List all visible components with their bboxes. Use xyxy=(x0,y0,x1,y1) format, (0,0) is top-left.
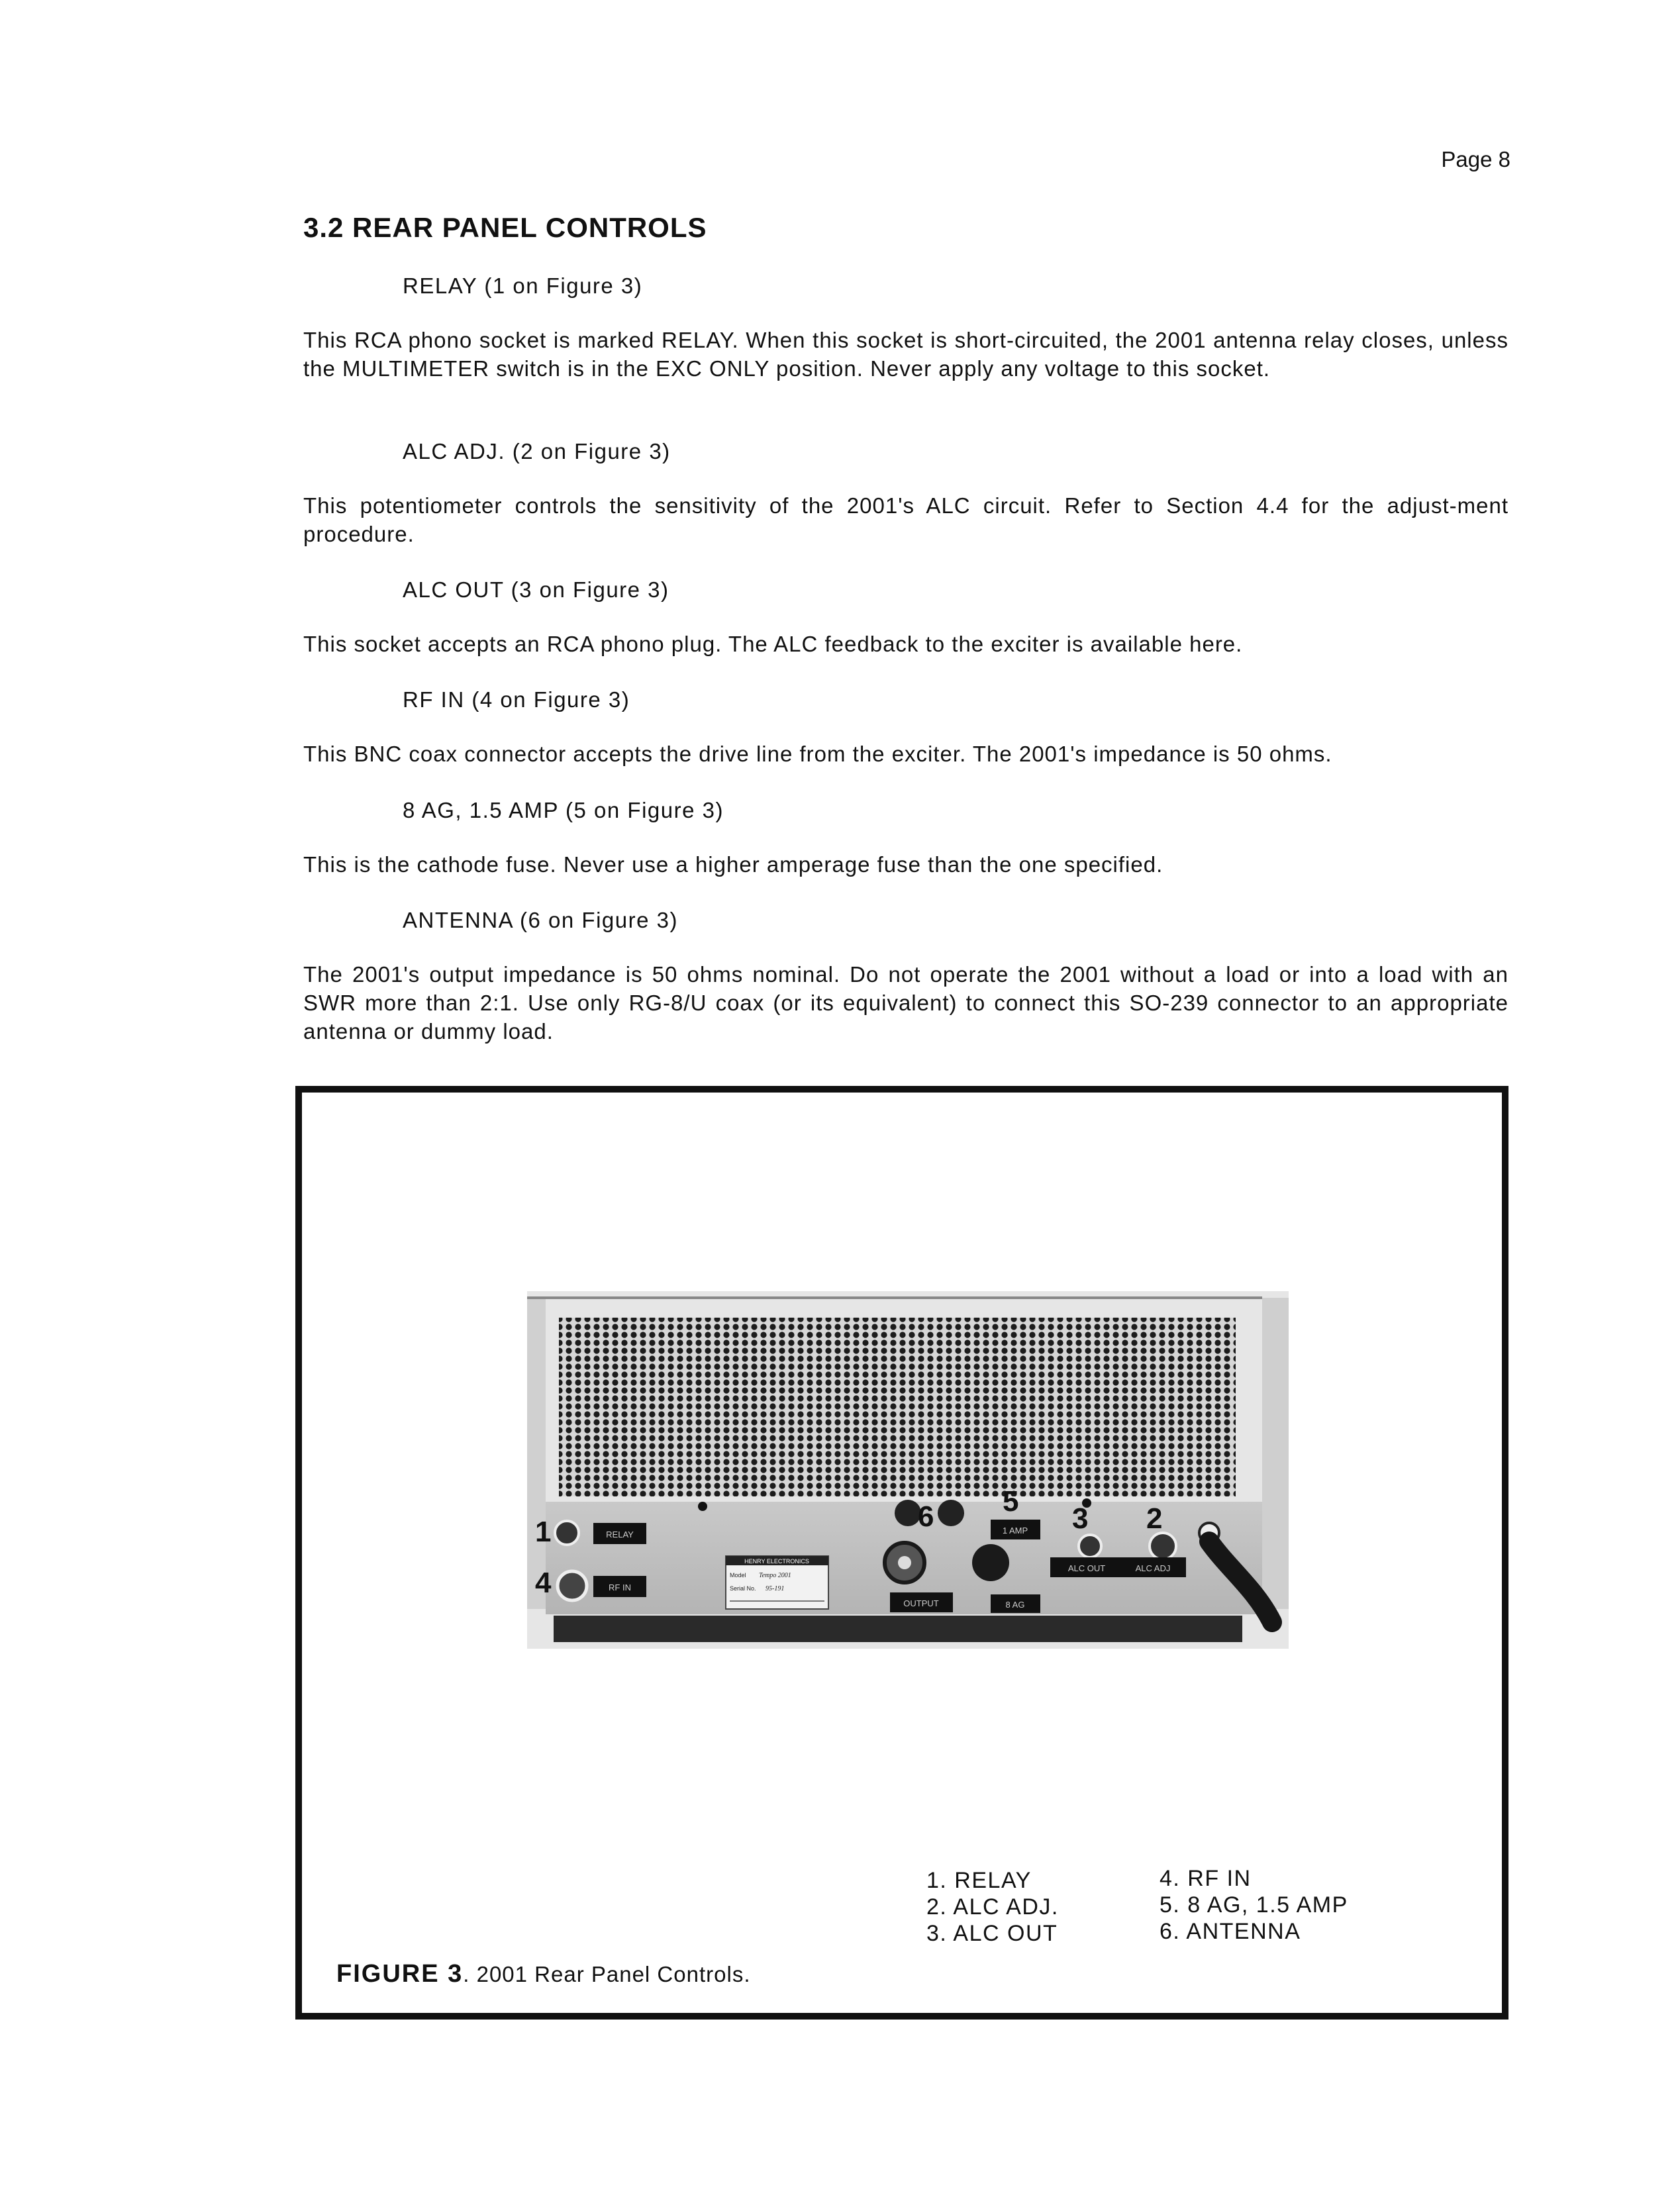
legend-left xyxy=(926,1867,1059,1947)
relay-label: RELAY xyxy=(606,1530,634,1539)
ventilation-grille xyxy=(559,1318,1236,1496)
legend-right xyxy=(1160,1865,1348,1945)
figure-caption-lead: FIGURE 3 xyxy=(336,1960,464,1988)
item-body-relay: This RCA phono socket is marked RELAY. When this socket is short-circuited, the 2001 antenna relay closes, unless the MULTIMETER switch is in the EXC ONLY position. Never apply any voltage to this socket. xyxy=(303,328,1508,381)
item-heading-relay: RELAY (1 on Figure 3) xyxy=(403,273,643,298)
rf-in-connector-icon xyxy=(558,1571,587,1600)
item-body-alc-adj: This potentiometer controls the sensitivity of the 2001's ALC circuit. Refer to Section 4.4 for the adjust-ment procedure. xyxy=(303,493,1508,546)
item-body-rf-in: This BNC coax connector accepts the drive line from the exciter. The 2001's impedance is 50 ohms. xyxy=(303,742,1332,766)
serial-plate-serial: 95-191 xyxy=(766,1585,785,1592)
alc-adj-pot-icon xyxy=(1150,1533,1176,1559)
amp-label: 1 AMP xyxy=(1002,1526,1028,1535)
tube-socket-icon xyxy=(938,1500,964,1526)
fuse-holder-icon xyxy=(972,1544,1009,1581)
serial-plate-model: Tempo 2001 xyxy=(759,1572,791,1579)
legend-item: 4. RF IN xyxy=(1160,1866,1252,1891)
ag-label: 8 AG xyxy=(1005,1600,1025,1610)
alc-out-socket-icon xyxy=(1079,1535,1101,1557)
serial-plate-title: HENRY ELECTRONICS xyxy=(744,1558,809,1565)
legend-item: 1. RELAY xyxy=(926,1868,1032,1893)
chassis-side-right xyxy=(1262,1298,1289,1609)
output-label: OUTPUT xyxy=(903,1598,939,1608)
item-heading-alc-adj: ALC ADJ. (2 on Figure 3) xyxy=(403,439,671,463)
callout-2: 2 xyxy=(1146,1502,1163,1535)
item-heading-rf-in: RF IN (4 on Figure 3) xyxy=(403,687,630,712)
alc-out-label: ALC OUT xyxy=(1067,1563,1106,1573)
callout-6: 6 xyxy=(918,1500,934,1533)
relay-socket-icon xyxy=(555,1521,579,1545)
legend-item: 3. ALC OUT xyxy=(926,1921,1058,1946)
callout-3: 3 xyxy=(1072,1502,1089,1535)
figure-frame xyxy=(295,1086,1508,2020)
rf-in-label: RF IN xyxy=(609,1583,631,1592)
item-heading-fuse: 8 AG, 1.5 AMP (5 on Figure 3) xyxy=(403,798,724,822)
callout-4: 4 xyxy=(535,1567,552,1599)
callout-5: 5 xyxy=(1003,1485,1019,1518)
tube-socket-icon xyxy=(895,1500,921,1526)
rear-panel-photo xyxy=(527,1291,1289,1649)
legend-item: 2. ALC ADJ. xyxy=(926,1894,1059,1920)
serial-plate-serial-label: Serial No. xyxy=(730,1585,756,1592)
chassis-side-left xyxy=(527,1298,546,1609)
item-heading-alc-out: ALC OUT (3 on Figure 3) xyxy=(403,577,669,602)
item-body-fuse: This is the cathode fuse. Never use a higher amperage fuse than the one specified. xyxy=(303,852,1163,877)
antenna-connector-center xyxy=(898,1556,911,1569)
chassis-feet xyxy=(554,1616,1242,1642)
item-body-alc-out: This socket accepts an RCA phono plug. The ALC feedback to the exciter is available here. xyxy=(303,632,1243,656)
figure-caption xyxy=(336,1960,750,1988)
item-heading-antenna: ANTENNA (6 on Figure 3) xyxy=(403,908,678,932)
figure-caption-text: . 2001 Rear Panel Controls. xyxy=(463,1962,751,1986)
legend-item: 6. ANTENNA xyxy=(1160,1919,1301,1944)
callout-1: 1 xyxy=(535,1516,552,1548)
item-body-antenna: The 2001's output impedance is 50 ohms nominal. Do not operate the 2001 without a load or into a load with an SWR more than 2:1. Use only RG-8/U coax (or its equivalent) to connect this SO-239 connector to an appropriate antenna or dummy load. xyxy=(303,962,1508,1044)
page-number: Page 8 xyxy=(1441,147,1510,171)
serial-plate-model-label: Model xyxy=(730,1572,746,1579)
section-title: 3.2 REAR PANEL CONTROLS xyxy=(303,212,707,243)
alc-adj-label: ALC ADJ xyxy=(1135,1563,1171,1573)
panel-screw xyxy=(698,1502,707,1511)
legend-item: 5. 8 AG, 1.5 AMP xyxy=(1160,1892,1348,1918)
